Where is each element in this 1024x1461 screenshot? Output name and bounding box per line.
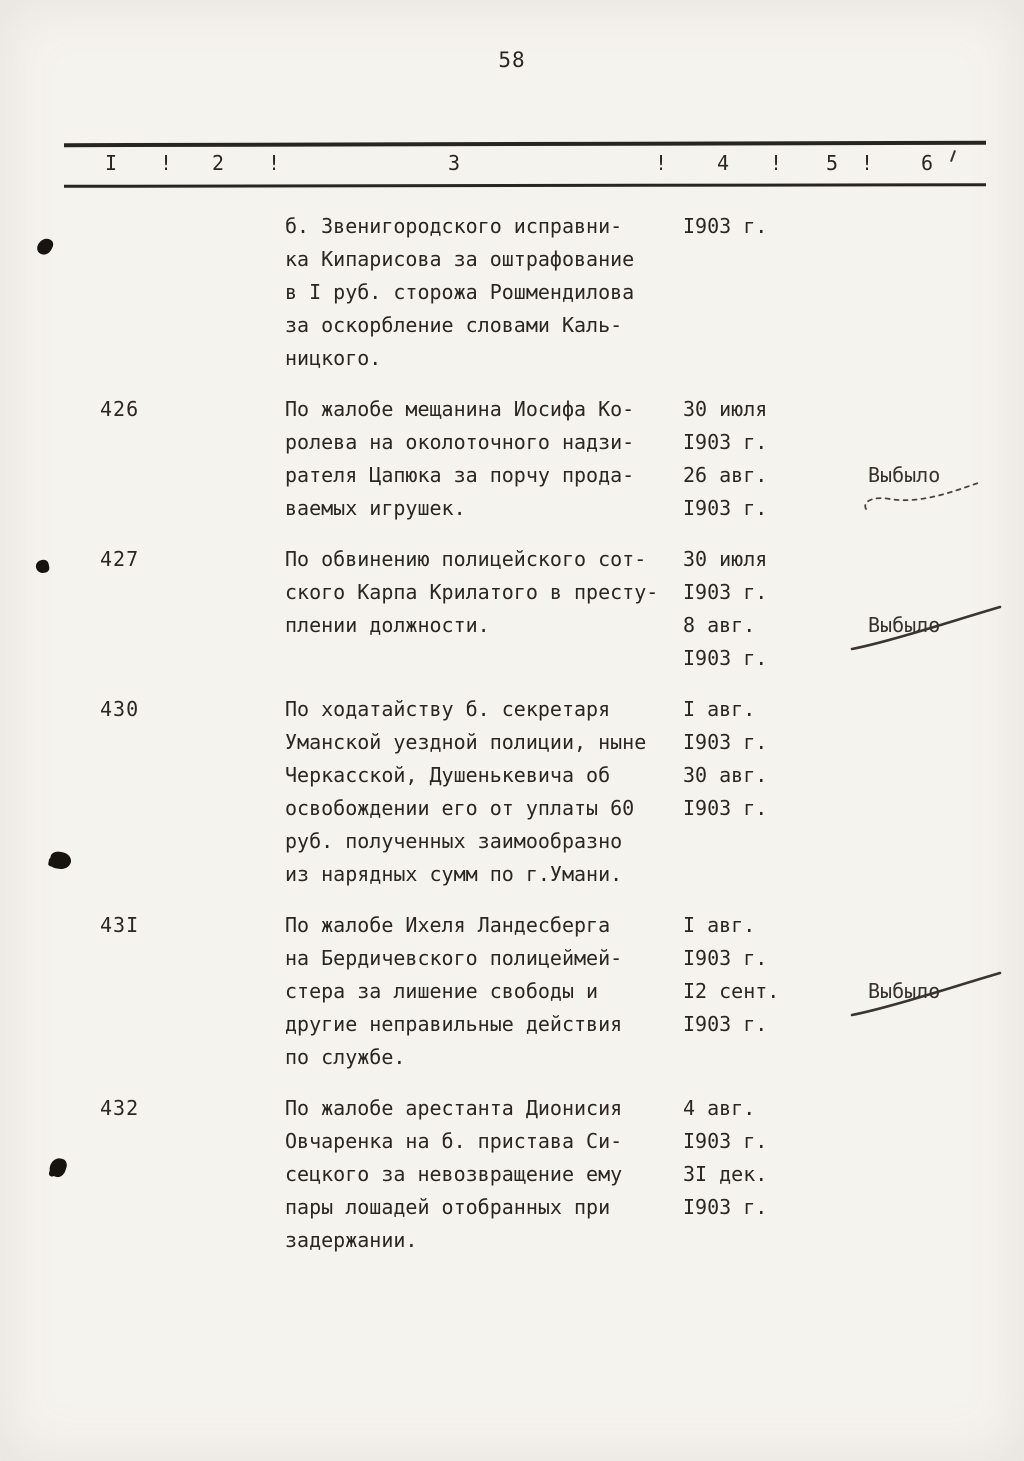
case-date bbox=[683, 1224, 868, 1257]
case-status-cell bbox=[868, 1158, 1024, 1191]
case-date bbox=[683, 243, 868, 276]
entry-line bbox=[0, 609, 1024, 642]
column-number: I bbox=[105, 151, 118, 175]
case-status-cell bbox=[868, 426, 1024, 459]
case-date: I903 г. bbox=[683, 1012, 768, 1036]
case-date: I903 г. bbox=[683, 946, 768, 970]
case-date: 30 авг. bbox=[683, 763, 768, 787]
table-header bbox=[0, 149, 1024, 183]
entry-line bbox=[0, 492, 1024, 525]
entry-line bbox=[0, 909, 1024, 942]
case-status-cell bbox=[868, 1191, 1024, 1224]
case-description-line: сецкого за невозвращение ему bbox=[285, 1162, 623, 1186]
register-entry bbox=[0, 1092, 1024, 1257]
case-status-cell bbox=[868, 309, 1024, 342]
case-description-line: по службе. bbox=[285, 1045, 406, 1069]
case-date: I903 г. bbox=[683, 580, 768, 604]
case-status-cell bbox=[868, 909, 1024, 942]
case-status-cell bbox=[868, 726, 1024, 759]
case-number bbox=[100, 1158, 285, 1191]
case-number bbox=[100, 942, 285, 975]
case-number bbox=[100, 1008, 285, 1041]
entry-line bbox=[0, 1191, 1024, 1224]
case-description-line: ского Карпа Крилатого в престу- bbox=[285, 580, 659, 604]
entry-line bbox=[0, 942, 1024, 975]
case-description-line: на Бердичевского полицеймей- bbox=[285, 946, 623, 970]
entry-line bbox=[0, 576, 1024, 609]
page-number: 58 bbox=[498, 48, 526, 72]
register-entry bbox=[0, 210, 1024, 375]
entry-line bbox=[0, 393, 1024, 426]
case-number bbox=[100, 759, 285, 792]
case-date: I903 г. bbox=[683, 214, 768, 238]
column-separator: ! bbox=[861, 151, 874, 175]
entry-line bbox=[0, 1224, 1024, 1257]
case-date: I903 г. bbox=[683, 796, 768, 820]
entry-line bbox=[0, 1041, 1024, 1074]
case-number bbox=[100, 210, 285, 243]
case-description-line: рателя Цапюка за порчу прода- bbox=[285, 463, 635, 487]
case-date: I903 г. bbox=[683, 496, 768, 520]
case-date bbox=[683, 1041, 868, 1074]
column-separator: ! bbox=[160, 151, 173, 175]
case-status-cell bbox=[868, 276, 1024, 309]
case-date: I903 г. bbox=[683, 730, 768, 754]
case-date: 3I дек. bbox=[683, 1162, 768, 1186]
column-separator: ! bbox=[770, 151, 783, 175]
case-status-cell bbox=[868, 1125, 1024, 1158]
case-number: 427 bbox=[100, 547, 140, 571]
case-status-cell bbox=[868, 1008, 1024, 1041]
case-description-line: освобождении его от уплаты 60 bbox=[285, 796, 635, 820]
column-number: 2 bbox=[212, 151, 225, 175]
case-number bbox=[100, 642, 285, 675]
case-description-line: По жалобе арестанта Дионисия bbox=[285, 1096, 623, 1120]
case-description-line: руб. полученных заимообразно bbox=[285, 829, 623, 853]
entry-line bbox=[0, 1008, 1024, 1041]
case-date: 30 июля bbox=[683, 397, 768, 421]
case-status-cell bbox=[868, 825, 1024, 858]
column-number: 3 bbox=[448, 151, 461, 175]
case-description-line: в I руб. сторожа Рошмендилова bbox=[285, 280, 635, 304]
case-status-cell bbox=[868, 492, 1024, 525]
case-status-cell bbox=[868, 393, 1024, 426]
case-number bbox=[100, 492, 285, 525]
case-date: 4 авг. bbox=[683, 1096, 756, 1120]
case-description-line: По жалобе Ихеля Ландесберга bbox=[285, 913, 611, 937]
case-number bbox=[100, 426, 285, 459]
case-status-cell bbox=[868, 543, 1024, 576]
case-number bbox=[100, 825, 285, 858]
case-status-cell bbox=[868, 975, 1024, 1008]
case-number bbox=[100, 1224, 285, 1257]
case-description-line: Черкасской, Душенькевича об bbox=[285, 763, 611, 787]
case-status-cell bbox=[868, 759, 1024, 792]
case-description-line: ка Кипарисова за оштрафование bbox=[285, 247, 635, 271]
case-date bbox=[683, 825, 868, 858]
case-number bbox=[100, 576, 285, 609]
case-number bbox=[100, 792, 285, 825]
entry-line bbox=[0, 342, 1024, 375]
case-date: I2 сент. bbox=[683, 979, 780, 1003]
case-date: I903 г. bbox=[683, 1195, 768, 1219]
register-entry bbox=[0, 909, 1024, 1074]
case-description-line: другие неправильные действия bbox=[285, 1012, 623, 1036]
case-date: I авг. bbox=[683, 913, 756, 937]
column-separator: ! bbox=[655, 151, 668, 175]
column-number: 4 bbox=[717, 151, 730, 175]
register-entry bbox=[0, 393, 1024, 525]
status-text: Выбыло bbox=[868, 613, 941, 637]
case-number bbox=[100, 858, 285, 891]
case-number bbox=[100, 726, 285, 759]
entry-line bbox=[0, 792, 1024, 825]
entry-line bbox=[0, 975, 1024, 1008]
case-description-line: ницкого. bbox=[285, 346, 382, 370]
case-date bbox=[683, 309, 868, 342]
entry-line bbox=[0, 759, 1024, 792]
case-description-line bbox=[285, 642, 683, 675]
case-description-line: По обвинению полицейского сот- bbox=[285, 547, 647, 571]
case-number bbox=[100, 975, 285, 1008]
case-number bbox=[100, 459, 285, 492]
entry-line bbox=[0, 309, 1024, 342]
case-number bbox=[100, 609, 285, 642]
case-description-line: за оскорбление словами Каль- bbox=[285, 313, 623, 337]
case-status-cell bbox=[868, 642, 1024, 675]
case-description-line: Уманской уездной полиции, ныне bbox=[285, 730, 647, 754]
entry-line bbox=[0, 543, 1024, 576]
entry-line bbox=[0, 243, 1024, 276]
case-description-line: задержании. bbox=[285, 1228, 418, 1252]
case-number: 430 bbox=[100, 697, 140, 721]
case-status-cell bbox=[868, 210, 1024, 243]
case-status-cell bbox=[868, 1041, 1024, 1074]
case-number: 426 bbox=[100, 397, 140, 421]
case-description-line: ваемых игрушек. bbox=[285, 496, 466, 520]
entry-line bbox=[0, 210, 1024, 243]
case-number bbox=[100, 276, 285, 309]
case-status-cell bbox=[868, 693, 1024, 726]
case-date: I авг. bbox=[683, 697, 756, 721]
case-date: I903 г. bbox=[683, 430, 768, 454]
entry-line bbox=[0, 642, 1024, 675]
entry-line bbox=[0, 1125, 1024, 1158]
case-status-cell bbox=[868, 1092, 1024, 1125]
case-number: 432 bbox=[100, 1096, 140, 1120]
status-text: Выбыло bbox=[868, 463, 941, 487]
entry-line bbox=[0, 276, 1024, 309]
case-number: 43I bbox=[100, 913, 140, 937]
case-number bbox=[100, 1041, 285, 1074]
case-status-cell bbox=[868, 792, 1024, 825]
case-date: I903 г. bbox=[683, 1129, 768, 1153]
column-separator: ! bbox=[268, 151, 281, 175]
register-entry bbox=[0, 543, 1024, 675]
case-status-cell bbox=[868, 459, 1024, 492]
case-status-cell bbox=[868, 342, 1024, 375]
case-date: I903 г. bbox=[683, 646, 768, 670]
case-status-cell bbox=[868, 609, 1024, 642]
case-number bbox=[100, 342, 285, 375]
case-status-cell bbox=[868, 243, 1024, 276]
case-date bbox=[683, 342, 868, 375]
case-date bbox=[683, 858, 868, 891]
case-description-line: Овчаренка на б. пристава Си- bbox=[285, 1129, 623, 1153]
case-description-line: плении должности. bbox=[285, 613, 490, 637]
case-date: 26 авг. bbox=[683, 463, 768, 487]
case-date bbox=[683, 276, 868, 309]
case-description-line: из нарядных сумм по г.Умани. bbox=[285, 862, 623, 886]
case-number bbox=[100, 1191, 285, 1224]
case-description-line: По жалобе мещанина Иосифа Ко- bbox=[285, 397, 635, 421]
table-rule-bottom bbox=[64, 183, 986, 188]
case-date: 8 авг. bbox=[683, 613, 756, 637]
status-text: Выбыло bbox=[868, 979, 941, 1003]
case-status-cell bbox=[868, 942, 1024, 975]
case-number bbox=[100, 1125, 285, 1158]
column-number: 6 bbox=[921, 151, 934, 175]
register-entry bbox=[0, 693, 1024, 891]
column-number: 5 bbox=[826, 151, 839, 175]
case-description-line: стера за лишение свободы и bbox=[285, 979, 599, 1003]
case-number bbox=[100, 243, 285, 276]
case-description-line: ролева на околоточного надзи- bbox=[285, 430, 635, 454]
entry-line bbox=[0, 858, 1024, 891]
entry-line bbox=[0, 693, 1024, 726]
case-description-line: б. Звенигородского исправни- bbox=[285, 214, 623, 238]
register-entries bbox=[0, 196, 1024, 1275]
entry-line bbox=[0, 459, 1024, 492]
case-status-cell bbox=[868, 858, 1024, 891]
case-status-cell bbox=[868, 1224, 1024, 1257]
case-description-line: пары лошадей отобранных при bbox=[285, 1195, 611, 1219]
case-number bbox=[100, 309, 285, 342]
case-description-line: По ходатайству б. секретаря bbox=[285, 697, 611, 721]
entry-line bbox=[0, 1158, 1024, 1191]
case-date: 30 июля bbox=[683, 547, 768, 571]
case-status-cell bbox=[868, 576, 1024, 609]
entry-line bbox=[0, 426, 1024, 459]
entry-line bbox=[0, 825, 1024, 858]
table-rule-top bbox=[64, 141, 986, 147]
entry-line bbox=[0, 726, 1024, 759]
entry-line bbox=[0, 1092, 1024, 1125]
